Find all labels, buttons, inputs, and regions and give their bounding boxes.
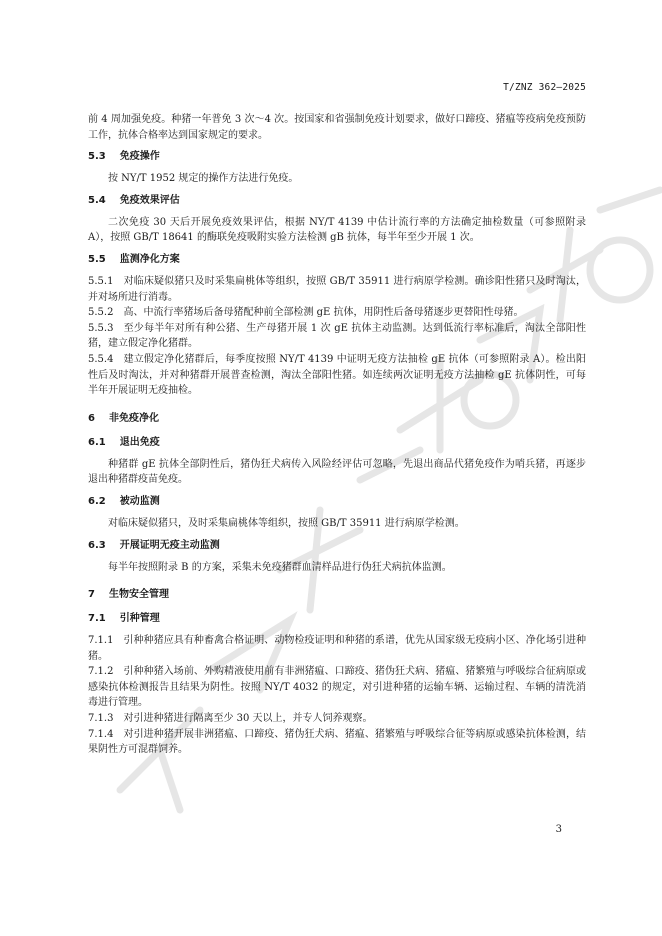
clause-5-5-2: 5.5.2 高、中流行率猪场后备母猪配种前全部检测 gE 抗体，用阴性后备母猪逐步更替阳性母猪。 — [88, 307, 524, 319]
section-5-4-heading: 5.4 免疫效果评估 — [88, 194, 180, 206]
clause-5-5-4: 5.5.4 建立假定净化猪群后，每季度按照 NY/T 4139 中证明无疫方法抽检 gE 抗体（可参照附录 A）。检出阳性后及时淘汰，并对种猪群开展普查检测，淘汰全部阳性猪。如连续两次证明无疫方法抽检 gE 抗体阴性，可每半年开展证明无疫抽检。 — [88, 353, 586, 397]
section-6-3-text: 每半年按照附录 B 的方案，采集未免疫猪群血清样品进行伪狂犬病抗体监测。 — [108, 561, 452, 573]
section-5-5-heading: 5.5 监测净化方案 — [88, 253, 180, 265]
intro-paragraph: 前 4 周加强免疫。种猪一年普免 3 次～4 次。按国家和省强制免疫计划要求，做好口蹄疫、猪瘟等疫病免疫预防工作，抗体合格率达到国家规定的要求。 — [88, 114, 586, 141]
section-6-2-text: 对临床疑似猪只，及时采集扁桃体等组织，按照 GB/T 35911 进行病原学检测。 — [108, 517, 465, 529]
clause-7-1-2: 7.1.2 引种种猪入场前、外购精液使用前有非洲猪瘟、口蹄疫、猪伪狂犬病、猪瘟、猪繁殖与呼吸综合征病原或感染抗体检测报告且结果为阴性。按照 NY/T 4032 的规定，对引进种猪的运输车辆、运输过程、车辆的清洗消毒进行管理。 — [88, 666, 586, 709]
clause-5-5-1: 5.5.1 对临床疑似猪只及时采集扁桃体等组织，按照 GB/T 35911 进行病原学检测。确诊阳性猪只及时淘汰，并对场所进行消毒。 — [88, 275, 586, 303]
page-number: 3 — [555, 824, 562, 835]
section-6-1-text: 种猪群 gE 抗体全部阴性后，猪伪狂犬病传入风险经评估可忽略，先退出商品代猪免疫作为哨兵猪，再逐步退出种猪群疫苗免疫。 — [88, 458, 586, 486]
section-5-4-text: 二次免疫 30 天后开展免疫效果评估，根据 NY/T 4139 中估计流行率的方法确定抽检数量（可参照附录 A），按照 GB/T 18641 的酶联免疫吸附实验方法检测 gB 抗体，每半年至少开展 1 次。 — [88, 216, 586, 244]
clause-7-1-3: 7.1.3 对引进种猪进行隔离至少 30 天以上，并专人饲养观察。 — [88, 713, 373, 725]
page-content — [88, 112, 586, 758]
section-6-3-heading: 6.3 开展证明无疫主动监测 — [88, 539, 220, 551]
clause-7-1-4: 7.1.4 对引进种猪开展非洲猪瘟、口蹄疫、猪伪狂犬病、猪瘟、猪繁殖与呼吸综合征等病原或感染抗体检测，结果阴性方可混群饲养。 — [88, 728, 586, 756]
section-6-1-heading: 6.1 退出免疫 — [88, 436, 160, 448]
document-code: T/ZNZ 362—2025 — [503, 82, 586, 93]
clause-5-5-3: 5.5.3 至少每半年对所有种公猪、生产母猪开展 1 次 gE 抗体主动监测。达到低流行率标准后，淘汰全部阳性猪，建立假定净化猪群。 — [88, 322, 586, 350]
section-7-heading: 7 生物安全管理 — [88, 589, 169, 601]
section-6-heading: 6 非免疫净化 — [88, 412, 159, 424]
section-5-3-heading: 5.3 免疫操作 — [88, 151, 160, 163]
section-6-2-heading: 6.2 被动监测 — [88, 495, 160, 507]
section-7-1-heading: 7.1 引种管理 — [88, 613, 160, 625]
section-5-3-text: 按 NY/T 1952 规定的操作方法进行免疫。 — [108, 173, 299, 185]
clause-7-1-1: 7.1.1 引种种猪应具有种畜禽合格证明、动物检疫证明和种猪的系谱，优先从国家级无疫病小区、净化场引进种猪。 — [88, 635, 586, 662]
